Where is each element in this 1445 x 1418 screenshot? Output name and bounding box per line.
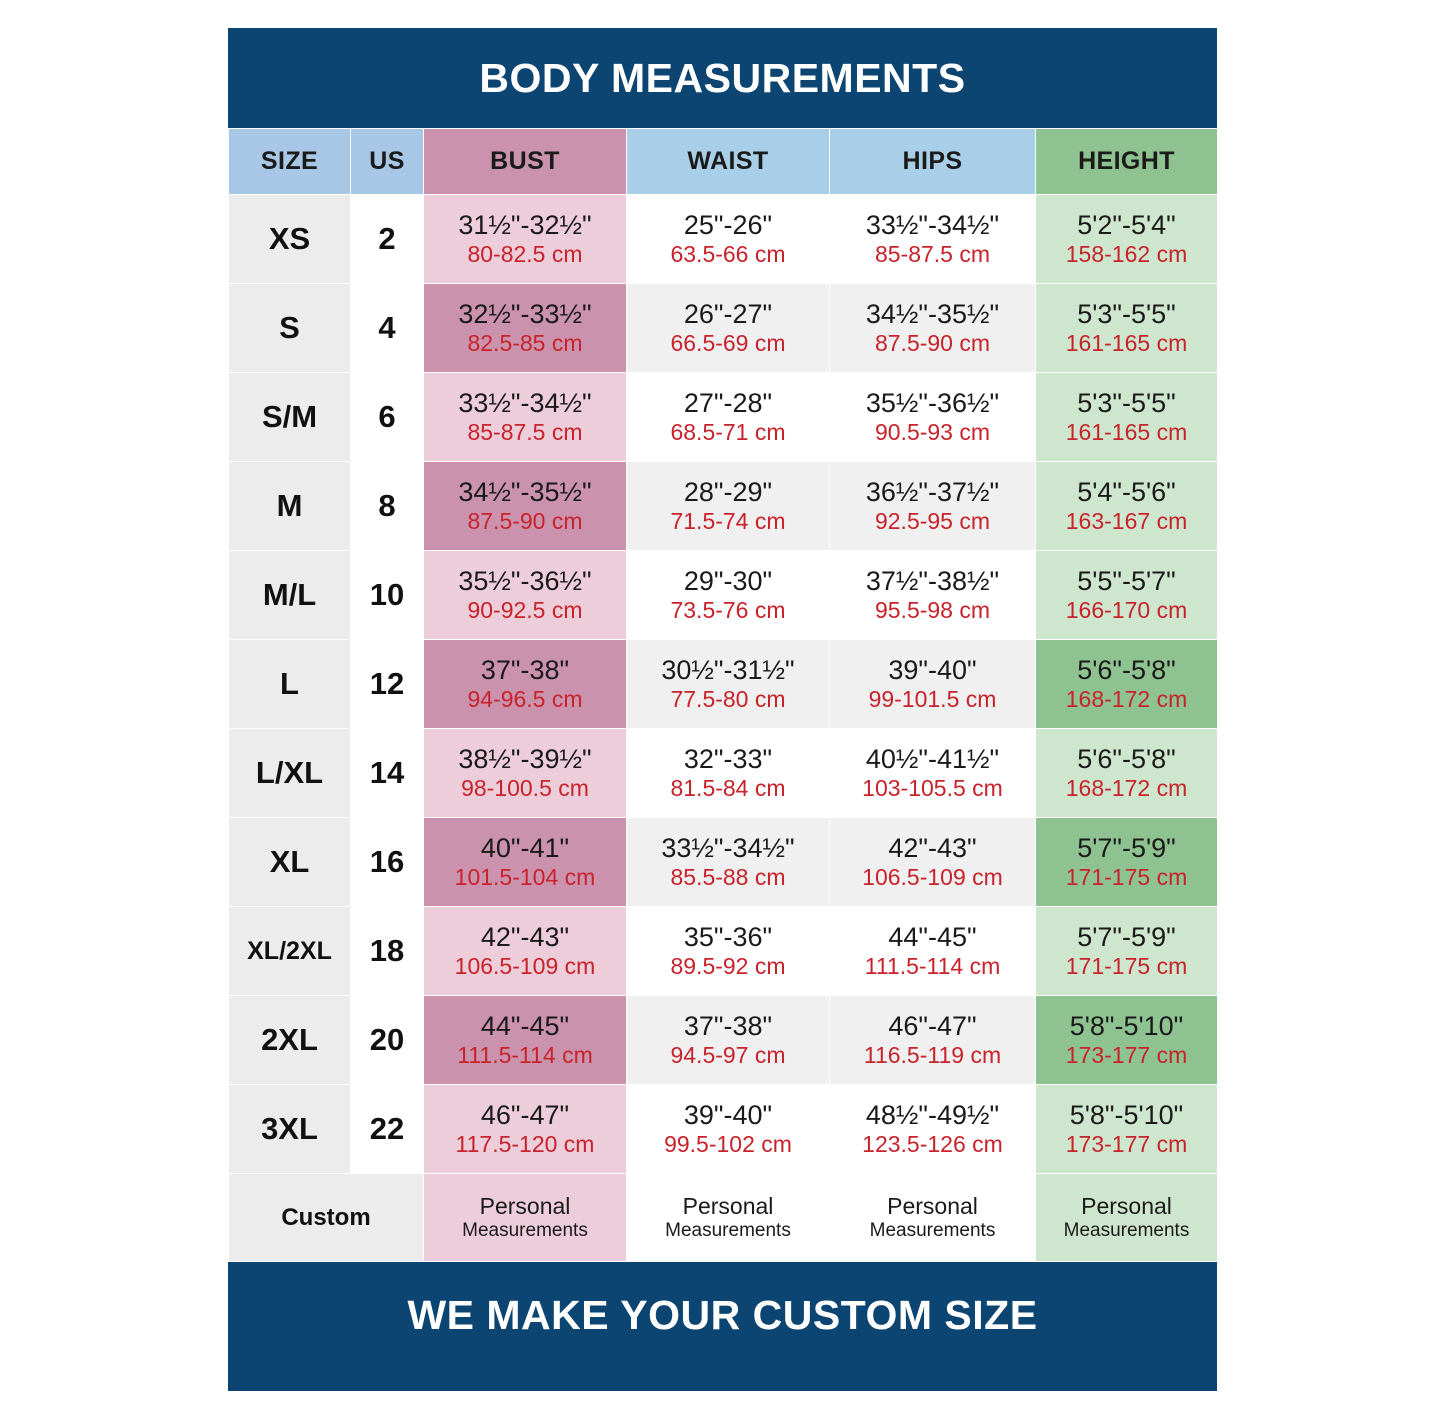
cell-waist (627, 729, 830, 818)
cell-bust (424, 462, 627, 551)
bust-inches: 37"-38" (480, 655, 570, 685)
bust-cm: 85-87.5 cm (467, 419, 583, 446)
hips-inches: 39"-40" (888, 655, 977, 685)
custom-waist-line1: Personal (682, 1192, 774, 1219)
height-inches: 5'3"-5'5" (1077, 299, 1176, 329)
height-cm: 168-172 cm (1065, 775, 1188, 802)
cell-size: 2XL (229, 996, 351, 1085)
cell-waist (627, 640, 830, 729)
column-header-us: US (351, 129, 424, 195)
height-inches: 5'8"-5'10" (1069, 1011, 1184, 1041)
cell-size: S/M (229, 373, 351, 462)
height-inches: 5'4"-5'6" (1077, 477, 1176, 507)
custom-bust-line1: Personal (479, 1192, 571, 1219)
waist-cm: 77.5-80 cm (670, 686, 786, 713)
bust-cm: 101.5-104 cm (454, 864, 596, 891)
cell-height (1036, 551, 1218, 640)
height-cm: 161-165 cm (1065, 419, 1188, 446)
waist-inches: 29"-30" (683, 566, 773, 596)
cell-hips (830, 462, 1036, 551)
cell-height (1036, 373, 1218, 462)
custom-hips-line1: Personal (887, 1192, 978, 1219)
height-inches: 5'7"-5'9" (1077, 833, 1176, 863)
cell-height (1036, 195, 1218, 284)
hips-cm: 111.5-114 cm (864, 953, 1001, 980)
waist-cm: 63.5-66 cm (670, 241, 786, 268)
footer-banner: WE MAKE YOUR CUSTOM SIZE (407, 1291, 1038, 1338)
bust-cm: 90-92.5 cm (467, 597, 583, 624)
waist-cm: 68.5-71 cm (670, 419, 786, 446)
table-row (229, 818, 1218, 907)
column-header-bust: BUST (424, 129, 627, 195)
cell-us: 8 (351, 462, 424, 551)
table-row (229, 907, 1218, 996)
height-cm: 163-167 cm (1065, 508, 1188, 535)
bust-inches: 32½"-33½" (458, 299, 592, 329)
hips-inches: 37½"-38½" (865, 566, 1000, 596)
page-title: BODY MEASUREMENTS (479, 54, 966, 101)
cell-size: S (229, 284, 351, 373)
cell-us: 12 (351, 640, 424, 729)
cell-waist (627, 373, 830, 462)
bust-cm: 94-96.5 cm (467, 686, 583, 713)
cell-waist (627, 818, 830, 907)
hips-cm: 99-101.5 cm (868, 686, 997, 713)
cell-bust (424, 818, 627, 907)
waist-cm: 94.5-97 cm (670, 1042, 786, 1069)
waist-inches: 26"-27" (683, 299, 773, 329)
cell-waist (627, 462, 830, 551)
hips-inches: 35½"-36½" (865, 388, 1000, 418)
cell-size: M/L (229, 551, 351, 640)
hips-cm: 123.5-126 cm (862, 1131, 1003, 1158)
cell-bust (424, 195, 627, 284)
cell-bust (424, 284, 627, 373)
bust-inches: 31½"-32½" (458, 210, 592, 240)
hips-inches: 44"-45" (888, 922, 977, 952)
bust-inches: 40"-41" (480, 833, 570, 863)
waist-cm: 73.5-76 cm (670, 597, 786, 624)
waist-cm: 71.5-74 cm (670, 508, 786, 535)
cell-waist (627, 907, 830, 996)
cell-us: 10 (351, 551, 424, 640)
height-inches: 5'2"-5'4" (1077, 210, 1176, 240)
waist-cm: 85.5-88 cm (670, 864, 786, 891)
waist-inches: 35"-36" (683, 922, 773, 952)
bust-cm: 106.5-109 cm (454, 953, 596, 980)
cell-hips (830, 818, 1036, 907)
hips-inches: 36½"-37½" (865, 477, 1000, 507)
hips-inches: 33½"-34½" (865, 210, 1000, 240)
cell-hips (830, 907, 1036, 996)
cell-us: 22 (351, 1085, 424, 1174)
hips-cm: 85-87.5 cm (874, 241, 991, 268)
cell-waist (627, 284, 830, 373)
cell-custom-bust (424, 1174, 627, 1262)
cell-height (1036, 729, 1218, 818)
table-row-custom (229, 1174, 1218, 1262)
waist-inches: 28"-29" (683, 477, 773, 507)
waist-inches: 27"-28" (683, 388, 773, 418)
height-inches: 5'7"-5'9" (1077, 922, 1176, 952)
hips-inches: 42"-43" (888, 833, 977, 863)
hips-cm: 87.5-90 cm (874, 330, 991, 357)
bust-inches: 44"-45" (480, 1011, 570, 1041)
waist-cm: 99.5-102 cm (664, 1131, 792, 1158)
height-cm: 171-175 cm (1065, 953, 1188, 980)
bust-cm: 82.5-85 cm (467, 330, 583, 357)
cell-bust (424, 640, 627, 729)
bust-inches: 34½"-35½" (458, 477, 592, 507)
height-inches: 5'8"-5'10" (1069, 1100, 1184, 1130)
waist-inches: 39"-40" (683, 1100, 773, 1130)
height-cm: 173-177 cm (1065, 1042, 1188, 1069)
bust-inches: 38½"-39½" (458, 744, 592, 774)
cell-us: 4 (351, 284, 424, 373)
table-row (229, 640, 1218, 729)
hips-cm: 95.5-98 cm (874, 597, 991, 624)
cell-custom-label: Custom (229, 1174, 424, 1262)
height-cm: 166-170 cm (1065, 597, 1188, 624)
hips-cm: 116.5-119 cm (863, 1042, 1002, 1069)
custom-waist-line2: Measurements (665, 1220, 791, 1242)
cell-hips (830, 284, 1036, 373)
height-inches: 5'6"-5'8" (1077, 744, 1176, 774)
height-cm: 161-165 cm (1065, 330, 1188, 357)
column-header-hips: HIPS (830, 129, 1036, 195)
cell-bust (424, 373, 627, 462)
height-cm: 173-177 cm (1065, 1131, 1188, 1158)
hips-inches: 40½"-41½" (865, 744, 1000, 774)
height-cm: 171-175 cm (1065, 864, 1188, 891)
cell-waist (627, 1085, 830, 1174)
bust-cm: 87.5-90 cm (467, 508, 583, 535)
cell-custom-height (1036, 1174, 1218, 1262)
height-cm: 168-172 cm (1065, 686, 1188, 713)
table-row (229, 284, 1218, 373)
hips-cm: 103-105.5 cm (862, 775, 1003, 802)
table-row (229, 462, 1218, 551)
bust-inches: 33½"-34½" (458, 388, 592, 418)
cell-us: 14 (351, 729, 424, 818)
hips-inches: 46"-47" (888, 1011, 977, 1041)
cell-us: 18 (351, 907, 424, 996)
cell-height (1036, 818, 1218, 907)
cell-size: XS (229, 195, 351, 284)
waist-inches: 32"-33" (683, 744, 773, 774)
cell-bust (424, 996, 627, 1085)
custom-height-line2: Measurements (1063, 1220, 1190, 1242)
cell-bust (424, 907, 627, 996)
cell-hips (830, 996, 1036, 1085)
cell-height (1036, 462, 1218, 551)
size-chart-card (228, 28, 1217, 1391)
cell-us: 6 (351, 373, 424, 462)
bust-inches: 46"-47" (480, 1100, 570, 1130)
bust-cm: 111.5-114 cm (457, 1042, 593, 1069)
table-row (229, 195, 1218, 284)
cell-size: 3XL (229, 1085, 351, 1174)
hips-inches: 48½"-49½" (865, 1100, 1000, 1130)
cell-custom-waist (627, 1174, 830, 1262)
cell-hips (830, 640, 1036, 729)
body-measurements-table (228, 128, 1218, 1262)
waist-cm: 66.5-69 cm (670, 330, 786, 357)
cell-us: 20 (351, 996, 424, 1085)
cell-size: L (229, 640, 351, 729)
cell-height (1036, 996, 1218, 1085)
cell-height (1036, 284, 1218, 373)
height-inches: 5'6"-5'8" (1077, 655, 1176, 685)
table-row (229, 373, 1218, 462)
hips-cm: 106.5-109 cm (862, 864, 1003, 891)
bust-inches: 42"-43" (480, 922, 570, 952)
table-header-row (229, 129, 1218, 195)
column-header-height: HEIGHT (1036, 129, 1218, 195)
height-inches: 5'5"-5'7" (1077, 566, 1176, 596)
bust-cm: 117.5-120 cm (455, 1131, 595, 1158)
table-row (229, 551, 1218, 640)
custom-height-line1: Personal (1081, 1192, 1172, 1219)
waist-inches: 37"-38" (683, 1011, 773, 1041)
cell-hips (830, 551, 1036, 640)
hips-cm: 90.5-93 cm (874, 419, 991, 446)
waist-inches: 30½"-31½" (661, 655, 795, 685)
cell-waist (627, 551, 830, 640)
hips-cm: 92.5-95 cm (874, 508, 991, 535)
cell-hips (830, 373, 1036, 462)
waist-cm: 89.5-92 cm (670, 953, 786, 980)
column-header-waist: WAIST (627, 129, 830, 195)
cell-bust (424, 551, 627, 640)
cell-us: 16 (351, 818, 424, 907)
cell-size: L/XL (229, 729, 351, 818)
cell-us: 2 (351, 195, 424, 284)
cell-bust (424, 729, 627, 818)
hips-inches: 34½"-35½" (865, 299, 1000, 329)
waist-inches: 25"-26" (683, 210, 773, 240)
custom-bust-line2: Measurements (462, 1220, 588, 1242)
cell-waist (627, 195, 830, 284)
bust-inches: 35½"-36½" (458, 566, 592, 596)
cell-height (1036, 1085, 1218, 1174)
custom-hips-line2: Measurements (869, 1220, 996, 1242)
cell-height (1036, 907, 1218, 996)
cell-waist (627, 996, 830, 1085)
cell-hips (830, 1085, 1036, 1174)
height-cm: 158-162 cm (1065, 241, 1188, 268)
waist-cm: 81.5-84 cm (670, 775, 786, 802)
cell-size: XL/2XL (229, 907, 351, 996)
table-row (229, 996, 1218, 1085)
waist-inches: 33½"-34½" (661, 833, 795, 863)
cell-size: XL (229, 818, 351, 907)
bust-cm: 80-82.5 cm (467, 241, 583, 268)
cell-bust (424, 1085, 627, 1174)
bust-cm: 98-100.5 cm (461, 775, 589, 802)
cell-height (1036, 640, 1218, 729)
cell-hips (830, 729, 1036, 818)
column-header-size: SIZE (229, 129, 351, 195)
height-inches: 5'3"-5'5" (1077, 388, 1176, 418)
table-row (229, 1085, 1218, 1174)
cell-custom-hips (830, 1174, 1036, 1262)
cell-size: M (229, 462, 351, 551)
cell-hips (830, 195, 1036, 284)
table-row (229, 729, 1218, 818)
